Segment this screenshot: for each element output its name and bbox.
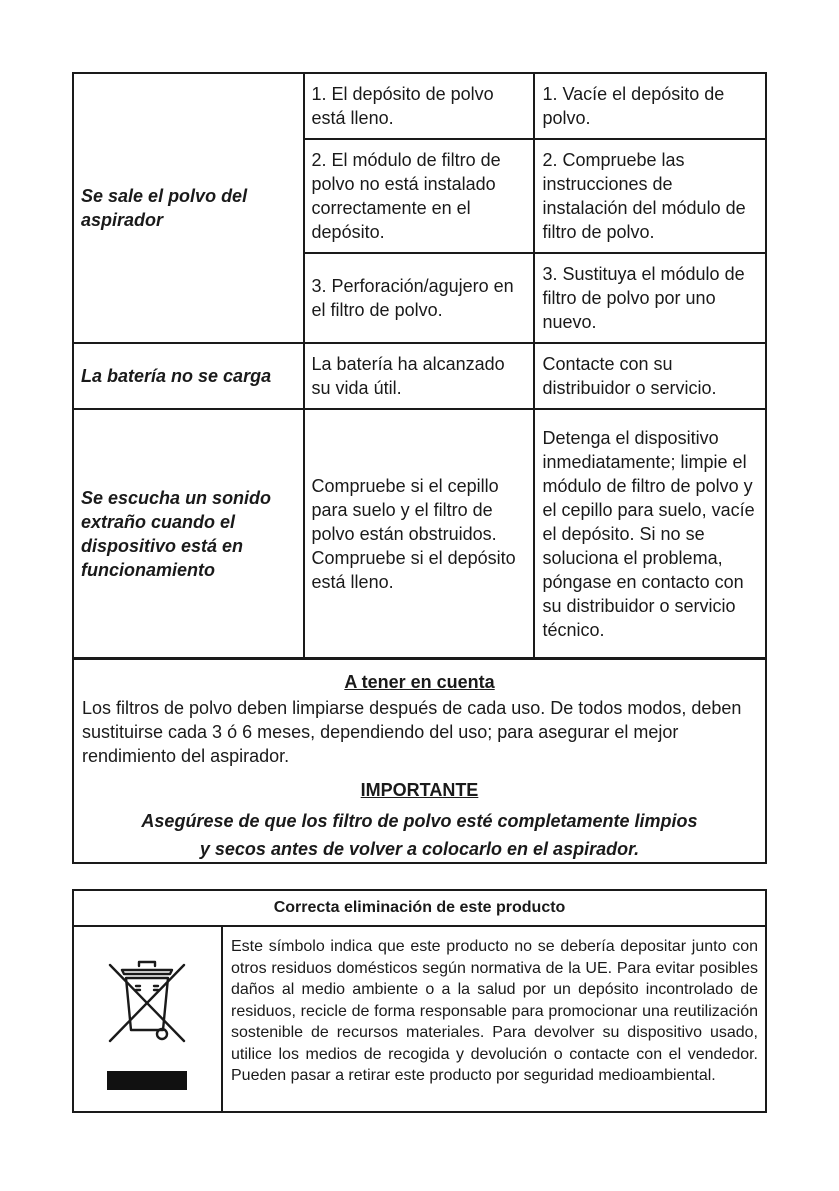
cause-cell: 1. El depósito de polvo está lleno. (304, 73, 535, 139)
disposal-icon-cell (74, 927, 223, 1111)
note-text: Los filtros de polvo deben limpiarse después de cada uso. De todos modos, deben sustituirse cada 3 ó 6 meses, dependiendo del uso; para asegurar el mejor rendimiento del aspirador. (82, 698, 742, 766)
disposal-title: Correcta eliminación de este producto (74, 891, 765, 927)
solution-cell: 3. Sustituya el módulo de filtro de polvo por uno nuevo. (534, 253, 766, 343)
problem-cell: Se sale el polvo del aspirador (73, 73, 304, 343)
disposal-text: Este símbolo indica que este producto no se debería depositar junto con otros residuos domésticos según normativa de la UE. Para evitar posibles daños al medio ambiente o a la salud por un depósito incontrolado de residuos, recicle de forma responsable para promocionar una reutilización sostenible de recursos materiales. Para devolver su dispositivo usado, utilice los medios de recogida y devolución o contacte con el vendedor. Pueden pasar a retirar este producto por seguridad medioambiental. (231, 938, 758, 1084)
important-line-2: y secos antes de volver a colocarlo en el aspirador. (199, 839, 640, 859)
important-text (74, 805, 765, 863)
table-row (73, 409, 766, 659)
important-title: IMPORTANTE (360, 780, 479, 800)
solution-cell: Detenga el dispositivo inmediatamente; limpie el módulo de filtro de polvo y el cepillo para suelo, vacíe el depósito. Si no se soluciona el problema, póngase en contacto con su distribuidor o servicio técnico. (534, 409, 766, 659)
cause-cell: La batería ha alcanzado su vida útil. (304, 343, 535, 409)
note-box (72, 657, 767, 864)
problem-cell: Se escucha un sonido extraño cuando el dispositivo está en funcionamiento (73, 409, 304, 659)
note-title: A tener en cuenta (344, 672, 495, 692)
disposal-body (74, 927, 765, 1111)
problem-cell: La batería no se carga (73, 343, 304, 409)
solution-cell: 1. Vacíe el depósito de polvo. (534, 73, 766, 139)
crossed-out-wheelie-bin-icon (102, 957, 192, 1093)
solution-cell: Contacte con su distribuidor o servicio. (534, 343, 766, 409)
cause-cell: 3. Perforación/agujero en el filtro de polvo. (304, 253, 535, 343)
cause-cell: Compruebe si el cepillo para suelo y el filtro de polvo están obstruidos. Compruebe si el depósito está lleno. (304, 409, 535, 659)
important-line-1: Asegúrese de que los filtro de polvo esté completamente limpios (141, 811, 698, 831)
cause-cell: 2. El módulo de filtro de polvo no está instalado correctamente en el depósito. (304, 139, 535, 253)
troubleshooting-table (72, 72, 767, 660)
disposal-box (72, 889, 767, 1113)
table-row (73, 73, 766, 139)
table-row (73, 343, 766, 409)
solution-cell: 2. Compruebe las instrucciones de instalación del módulo de filtro de polvo. (534, 139, 766, 253)
